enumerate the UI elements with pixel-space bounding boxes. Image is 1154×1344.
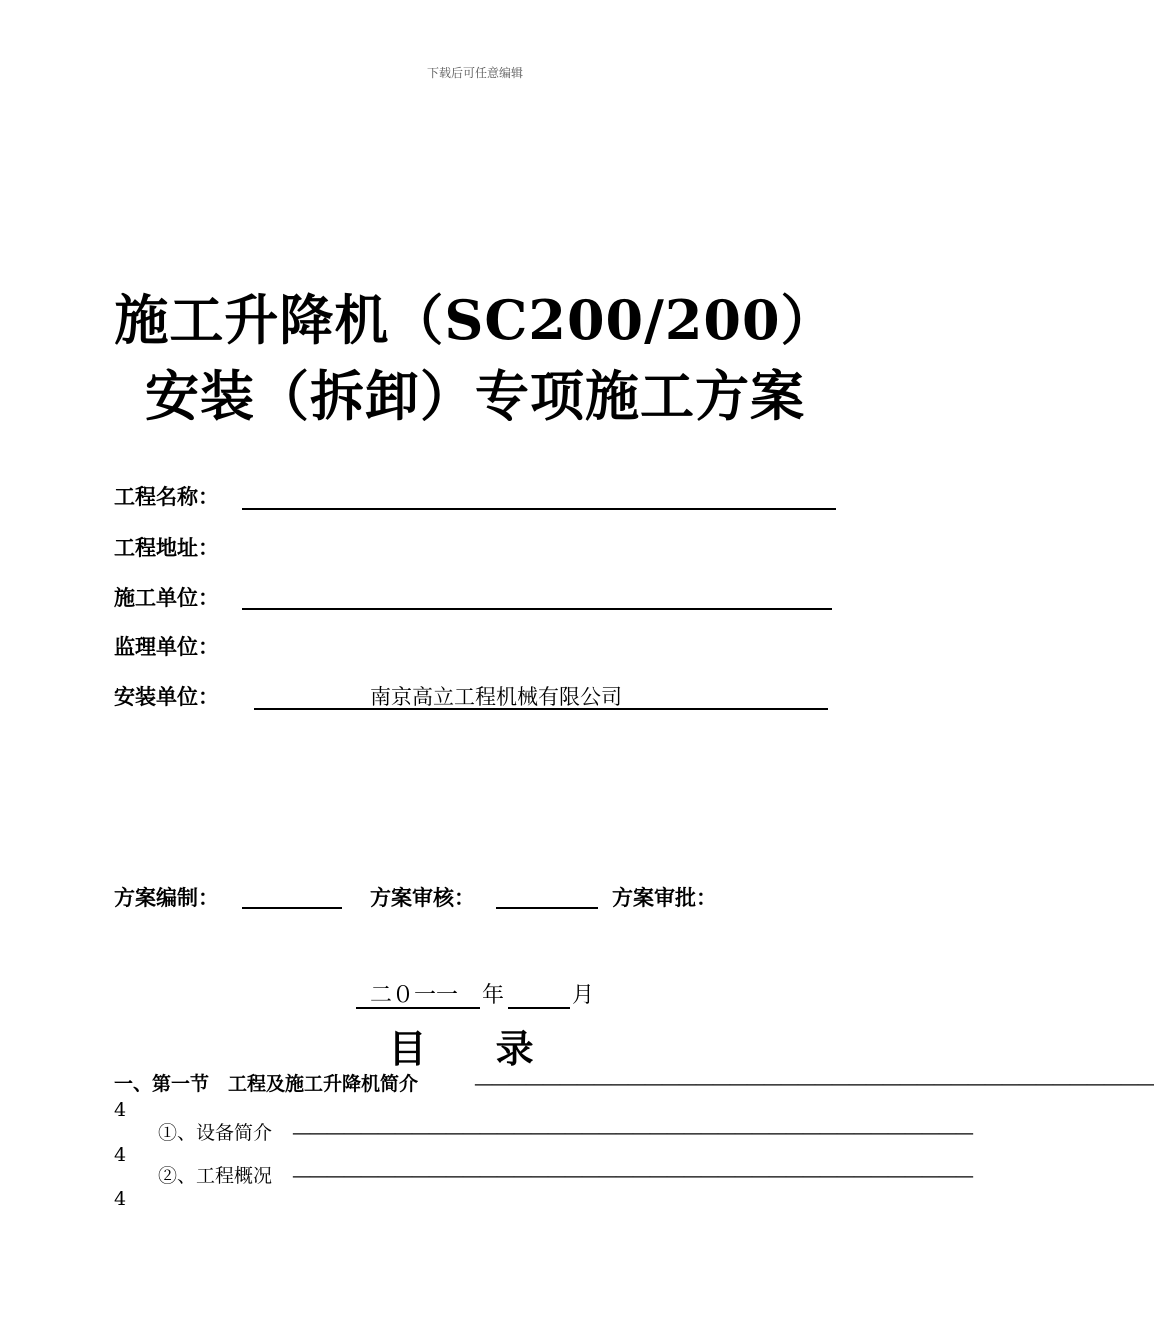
compile-label: 方案编制： [114,885,219,910]
construction-unit-underline [242,608,832,610]
project-name-label: 工程名称： [114,484,219,509]
supervision-unit-label: 监理单位： [114,634,219,659]
installation-unit-value: 南京高立工程机械有限公司 [370,685,622,709]
approve-label: 方案审批： [612,885,717,910]
toc-page-number: 4 [114,1144,127,1166]
toc-entry-text: ①、设备简介 [158,1122,273,1144]
toc-entry-prefix: 一、第一节 [114,1073,210,1095]
toc-entry[interactable] [114,1072,1154,1096]
month-suffix: 月 [572,983,595,1008]
toc-entry[interactable] [114,1164,972,1188]
toc-title: 目 录 [388,1026,562,1071]
project-address-row [114,533,219,563]
header-note: 下载后可任意编辑 [426,66,523,80]
installation-unit-label: 安装单位： [114,684,219,709]
project-address-label: 工程地址： [114,535,219,560]
installation-unit-row [114,682,622,712]
supervision-unit-row [114,632,219,662]
toc-dash-leader: ———————————————————————————————————————— [292,1122,972,1144]
toc-page-number: 4 [114,1188,127,1210]
toc-entry[interactable] [114,1121,972,1145]
toc-dash-leader: ———————————————————————————————————————— [474,1073,1154,1095]
project-name-row [114,482,219,512]
toc-entry-text: ②、工程概况 [158,1165,273,1187]
year-suffix: 年 [482,983,505,1008]
toc-page-number: 4 [114,1099,127,1121]
compile-underline [242,907,342,909]
year-text: 二０一一 [370,983,459,1008]
project-name-underline [242,508,836,510]
month-underline [508,1007,570,1009]
construction-unit-label: 施工单位： [114,585,219,610]
review-underline [496,907,598,909]
document-title-line-2: 安装（拆卸）专项施工方案 [145,364,805,428]
document-title-line-1: 施工升降机（SC200/200） [114,288,836,352]
toc-dash-leader: ———————————————————————————————————————— [292,1165,972,1187]
toc-entry-text: 工程及施工升降机简介 [209,1073,419,1095]
review-label: 方案审核： [370,885,475,910]
construction-unit-row [114,583,219,613]
